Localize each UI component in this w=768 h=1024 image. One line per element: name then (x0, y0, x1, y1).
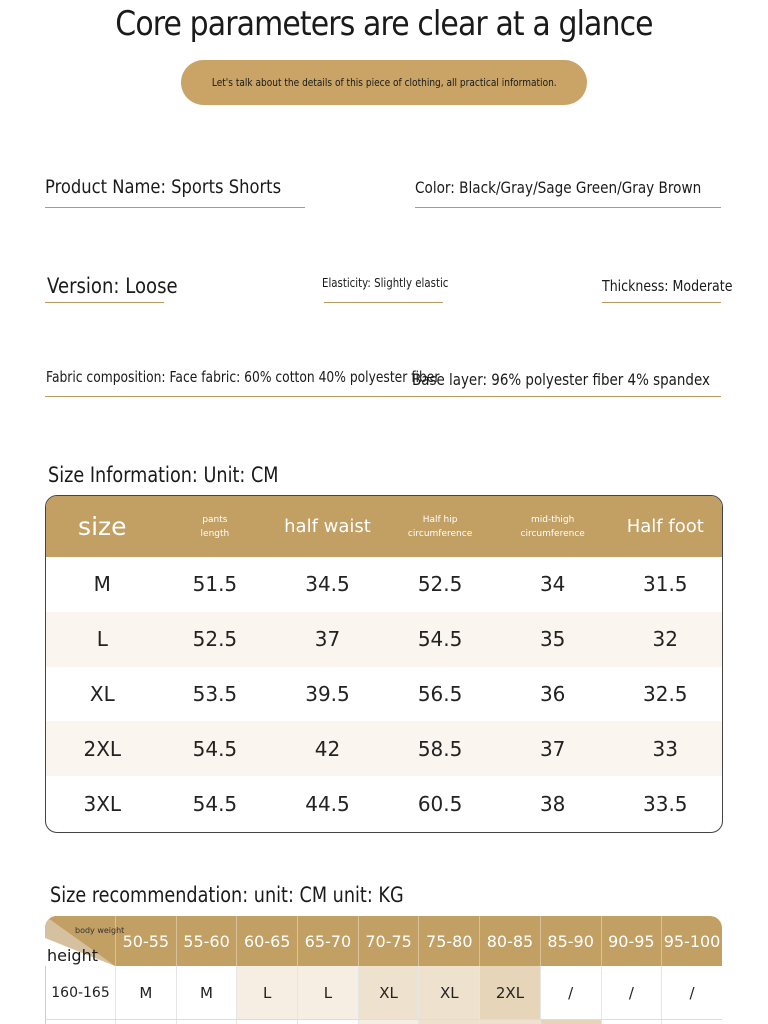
thickness-field: Thickness: Moderate (602, 277, 733, 295)
size-cell: L (236, 966, 297, 1019)
value-cell: 33 (652, 736, 678, 761)
page-title: Core parameters are clear at a glance (115, 4, 653, 44)
corner-height: height (47, 946, 98, 965)
size-cell: / (661, 966, 722, 1019)
value-cell: 42 (314, 736, 341, 761)
corner-cell (45, 916, 125, 966)
size-cell (176, 1020, 237, 1024)
size-cell: / (601, 966, 662, 1019)
size-cell: 3XL (83, 791, 122, 816)
weight-header: 85-90 (540, 916, 601, 966)
value-cell: 38 (539, 791, 566, 816)
value-cell: 32.5 (643, 681, 688, 706)
value-cell: 31.5 (643, 572, 688, 597)
table-row (46, 721, 722, 776)
value-cell: 58.5 (417, 736, 463, 761)
value-cell: 54.5 (192, 791, 238, 816)
size-cell: M (115, 966, 176, 1019)
elasticity-underline (324, 302, 443, 303)
version-field: Version: Loose (47, 274, 178, 298)
size-cell (236, 1020, 297, 1024)
value-cell: 37 (314, 627, 341, 652)
fabric-face-field: Fabric composition: Face fabric: 60% cotton 40% polyester fiber (46, 368, 440, 386)
header-mid-thigh: mid-thigh circumference (520, 514, 585, 539)
fabric-base-field: Base layer: 96% polyester fiber 4% spandex (412, 370, 710, 389)
size-info-table (45, 495, 723, 833)
height-cell: 160-165 (45, 966, 115, 1019)
value-cell: 33.5 (643, 791, 688, 816)
size-cell: XL (418, 966, 479, 1019)
version-underline (45, 302, 164, 303)
size-cell (297, 1020, 358, 1024)
weight-header: 60-65 (236, 916, 297, 966)
size-cell (358, 1020, 419, 1024)
size-cell (661, 1020, 722, 1024)
header-half-foot: Half foot (626, 516, 704, 537)
weight-header: 70-75 (358, 916, 419, 966)
value-cell: 60.5 (417, 791, 463, 816)
size-cell: 2XL (479, 966, 540, 1019)
header-half-waist: half waist (284, 516, 371, 537)
size-cell: L (297, 966, 358, 1019)
size-table-header (46, 496, 722, 557)
thickness-underline (602, 302, 721, 303)
weight-header: 80-85 (479, 916, 540, 966)
size-cell: XL (358, 966, 419, 1019)
value-cell: 53.5 (192, 681, 238, 706)
value-cell: 34 (539, 572, 566, 597)
value-cell: 51.5 (192, 572, 238, 597)
size-cell: XL (89, 681, 115, 706)
weight-header: 50-55 (115, 916, 176, 966)
value-cell: 36 (539, 681, 566, 706)
value-cell: 32 (652, 627, 678, 652)
table-row (45, 966, 722, 1020)
height-cell (45, 1020, 115, 1024)
table-row (46, 612, 722, 667)
size-recommendation-title: Size recommendation: unit: CM unit: KG (50, 883, 404, 907)
value-cell: 56.5 (417, 681, 463, 706)
table-row (46, 776, 722, 831)
subtitle-pill (181, 60, 587, 105)
header-half-hip: Half hip circumference (407, 514, 473, 539)
size-cell: / (540, 966, 601, 1019)
size-cell: L (96, 627, 108, 652)
table-row (46, 557, 722, 612)
size-info-title: Size Information: Unit: CM (48, 463, 279, 487)
size-cell (601, 1020, 662, 1024)
size-cell (115, 1020, 176, 1024)
value-cell: 52.5 (192, 627, 238, 652)
value-cell: 54.5 (192, 736, 238, 761)
subtitle-text: Let's talk about the details of this piece of clothing, all practical information. (211, 76, 557, 89)
size-cell: M (93, 572, 111, 597)
table-row-partial (45, 1020, 722, 1024)
table-row (46, 667, 722, 722)
size-cell (540, 1020, 601, 1024)
fabric-underline (45, 396, 721, 397)
value-cell: 37 (539, 736, 566, 761)
weight-header: 55-60 (176, 916, 237, 966)
size-cell (418, 1020, 479, 1024)
weight-header: 65-70 (297, 916, 358, 966)
color-field: Color: Black/Gray/Sage Green/Gray Brown (415, 178, 702, 197)
size-cell (479, 1020, 540, 1024)
value-cell: 52.5 (417, 572, 463, 597)
value-cell: 44.5 (305, 791, 350, 816)
corner-body-weight: body weight (75, 926, 125, 935)
header-pants-length: pants length (200, 514, 230, 539)
product-name: Product Name: Sports Shorts (45, 176, 282, 198)
product-name-underline (45, 207, 305, 208)
header-size: size (78, 512, 127, 541)
size-cell: 2XL (83, 736, 122, 761)
size-recommendation-table (45, 916, 722, 1024)
recommendation-header (45, 916, 722, 966)
value-cell: 34.5 (305, 572, 350, 597)
value-cell: 35 (539, 627, 566, 652)
weight-header: 75-80 (418, 916, 479, 966)
weight-header: 95-100 (661, 916, 722, 966)
weight-header: 90-95 (601, 916, 662, 966)
value-cell: 39.5 (305, 681, 350, 706)
color-underline (415, 207, 721, 208)
value-cell: 54.5 (417, 627, 463, 652)
size-cell: M (176, 966, 237, 1019)
elasticity-field: Elasticity: Slightly elastic (322, 276, 449, 290)
